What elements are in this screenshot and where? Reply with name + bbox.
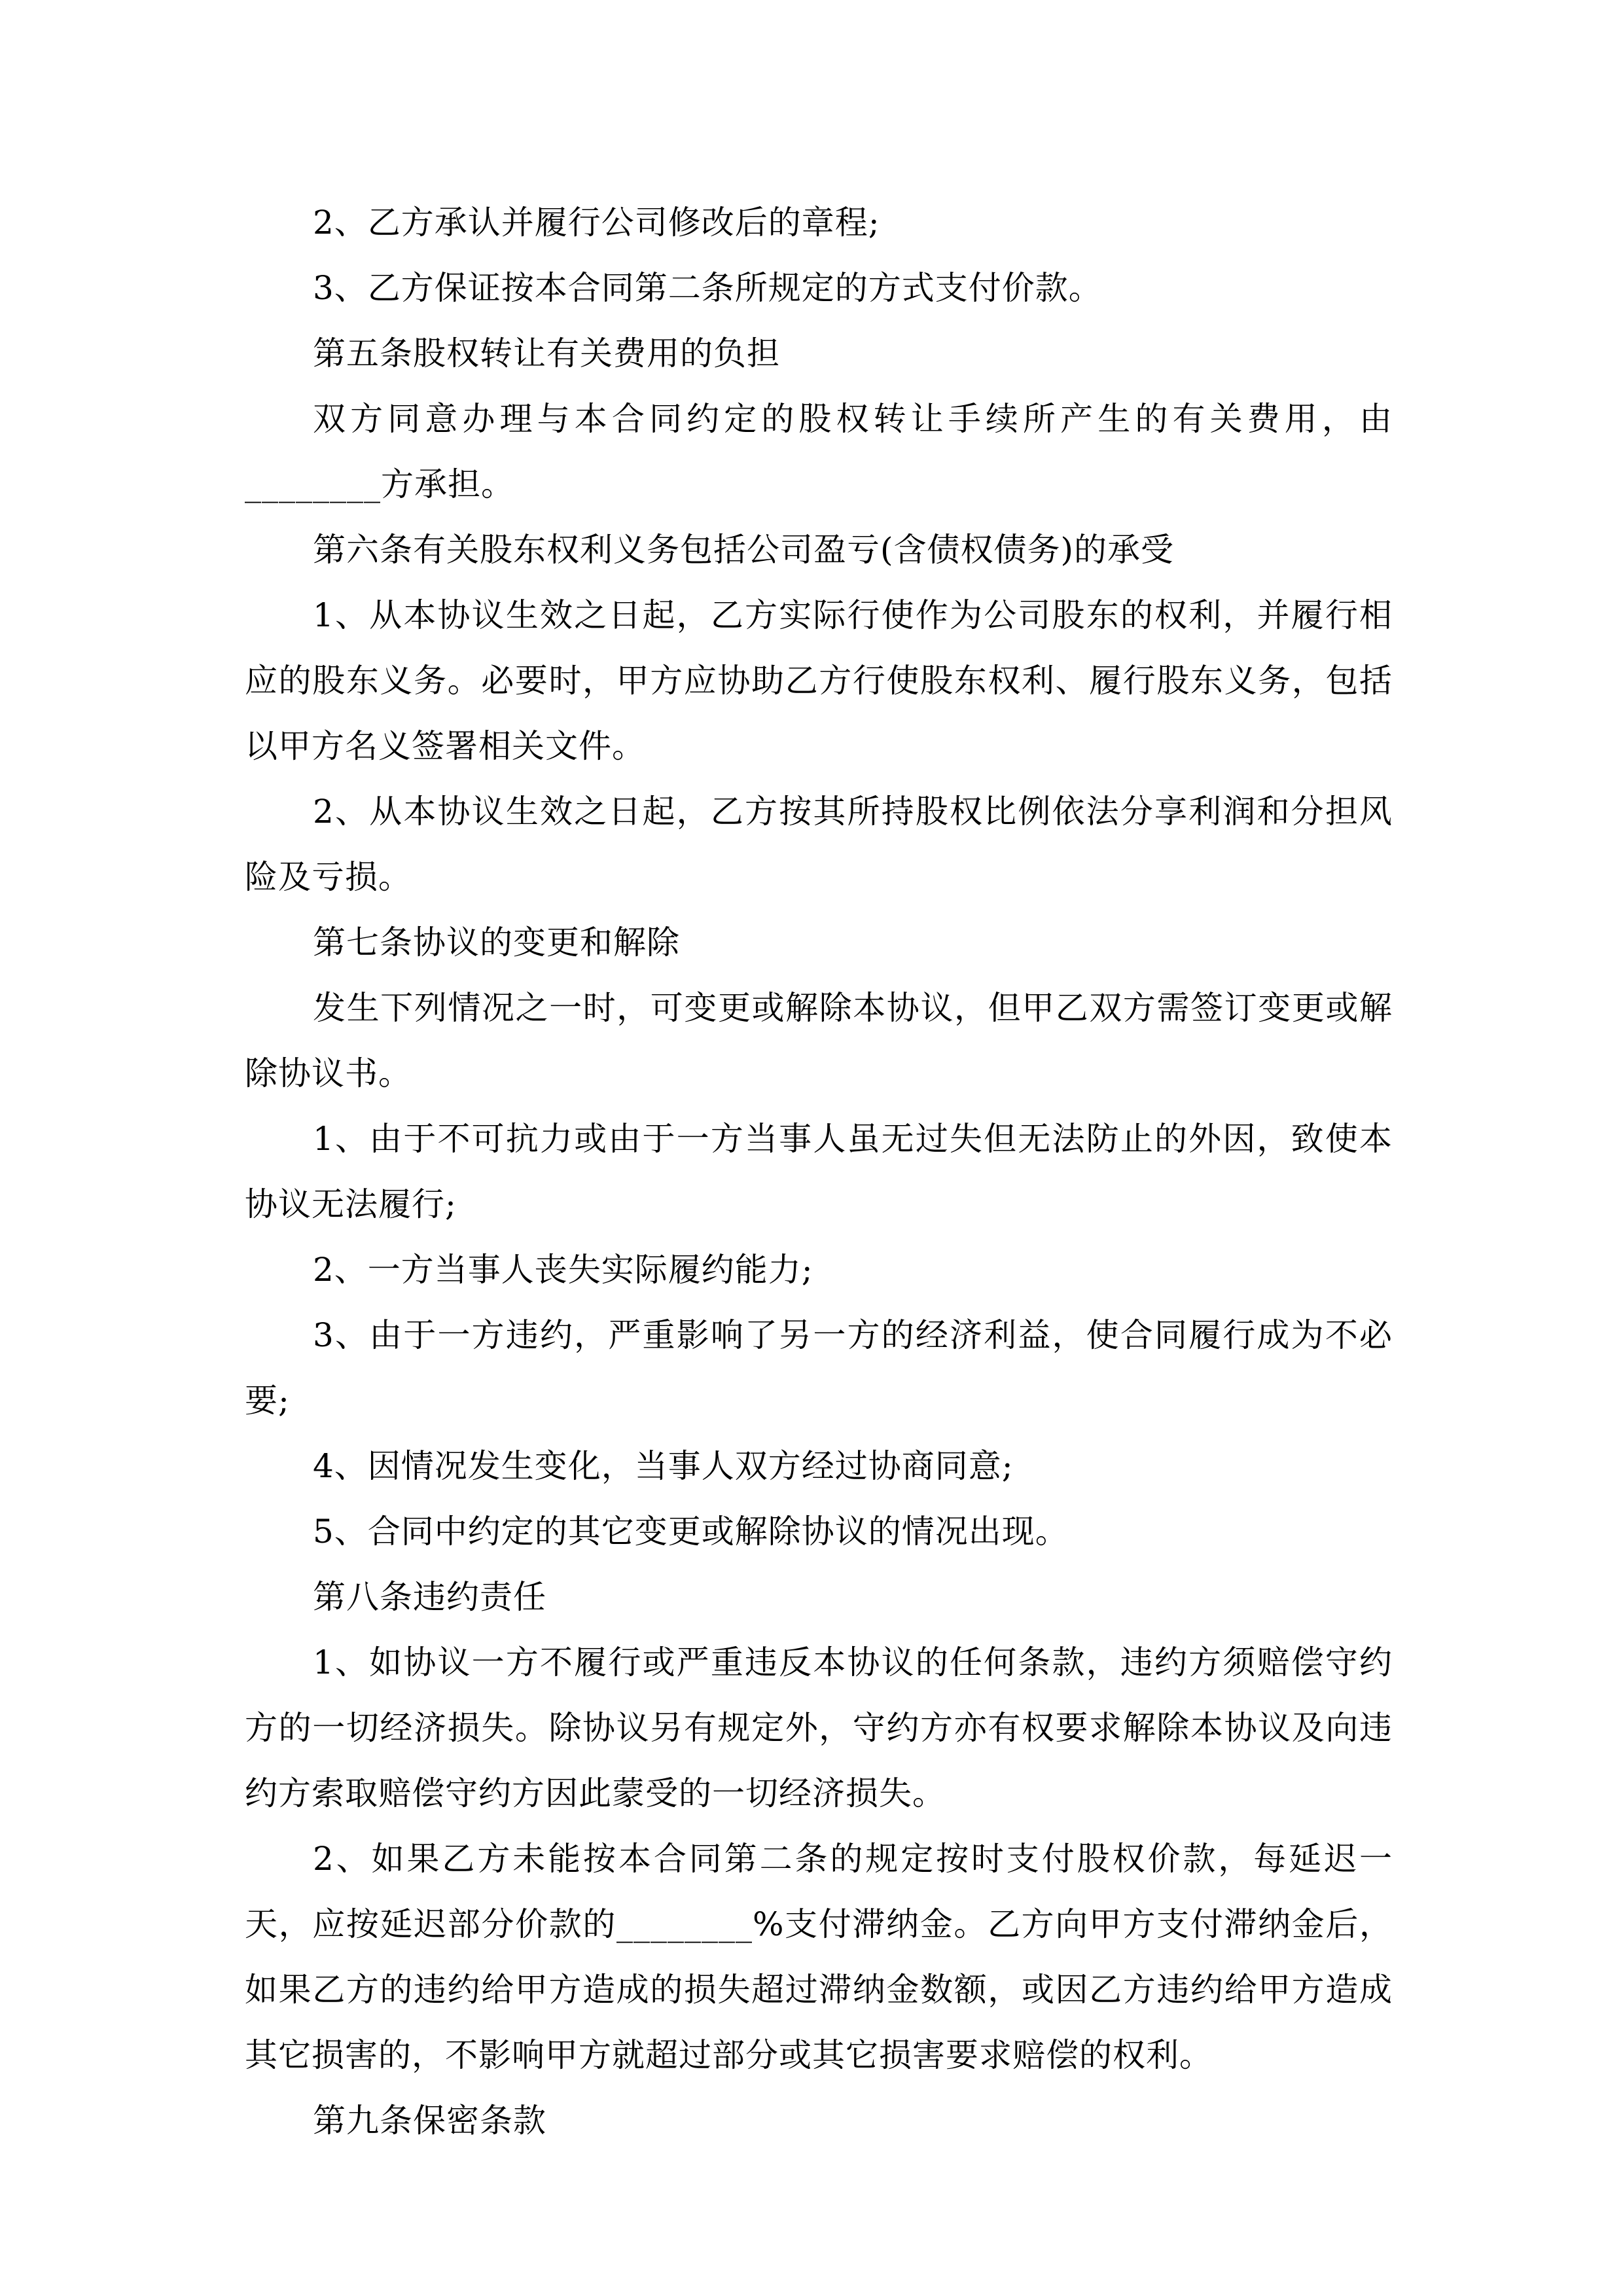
clause-paragraph: 1、由于不可抗力或由于一方当事人虽无过失但无法防止的外因，致使本协议无法履行; [245, 1120, 1393, 1223]
clause-paragraph: 双方同意办理与本合同约定的股权转让手续所产生的有关费用，由________方承担。 [245, 400, 1393, 503]
section-heading: 第六条有关股东权利义务包括公司盈亏(含债权债务)的承受 [313, 531, 1175, 569]
document-body [245, 190, 1393, 2153]
section-heading: 第五条股权转让有关费用的负担 [313, 334, 780, 372]
clause-paragraph: 2、从本协议生效之日起，乙方按其所持股权比例依法分享利润和分担风险及亏损。 [245, 793, 1393, 896]
clause-paragraph: 2、一方当事人丧失实际履约能力; [313, 1251, 813, 1289]
section-heading: 第九条保密条款 [313, 2102, 546, 2140]
clause-paragraph: 3、由于一方违约，严重影响了另一方的经济利益，使合同履行成为不必要; [245, 1316, 1393, 1420]
clause-paragraph: 5、合同中约定的其它变更或解除协议的情况出现。 [313, 1513, 1069, 1551]
clause-paragraph: 3、乙方保证按本合同第二条所规定的方式支付价款。 [313, 269, 1102, 307]
clause-paragraph: 2、乙方承认并履行公司修改后的章程; [313, 204, 880, 242]
clause-paragraph: 2、如果乙方未能按本合同第二条的规定按时支付股权价款，每延迟一天，应按延迟部分价款的________%支付滞纳金。乙方向甲方支付滞纳金后，如果乙方的违约给甲方造成的损失超过滞纳金数额，或因乙方违约给甲方造成其它损害的，不影响甲方就超过部分或其它损害要求赔偿的权利。 [245, 1840, 1393, 2074]
section-heading: 第七条协议的变更和解除 [313, 924, 680, 961]
clause-paragraph: 4、因情况发生变化，当事人双方经过协商同意; [313, 1447, 1014, 1485]
section-heading: 第八条违约责任 [313, 1578, 546, 1616]
clause-paragraph: 发生下列情况之一时，可变更或解除本协议，但甲乙双方需签订变更或解除协议书。 [245, 989, 1393, 1092]
clause-paragraph: 1、如协议一方不履行或严重违反本协议的任何条款，违约方须赔偿守约方的一切经济损失。除协议另有规定外，守约方亦有权要求解除本协议及向违约方索取赔偿守约方因此蒙受的一切经济损失。 [245, 1643, 1393, 1812]
clause-paragraph: 1、从本协议生效之日起，乙方实际行使作为公司股东的权利，并履行相应的股东义务。必要时，甲方应协助乙方行使股东权利、履行股东义务，包括以甲方名义签署相关文件。 [245, 596, 1393, 765]
